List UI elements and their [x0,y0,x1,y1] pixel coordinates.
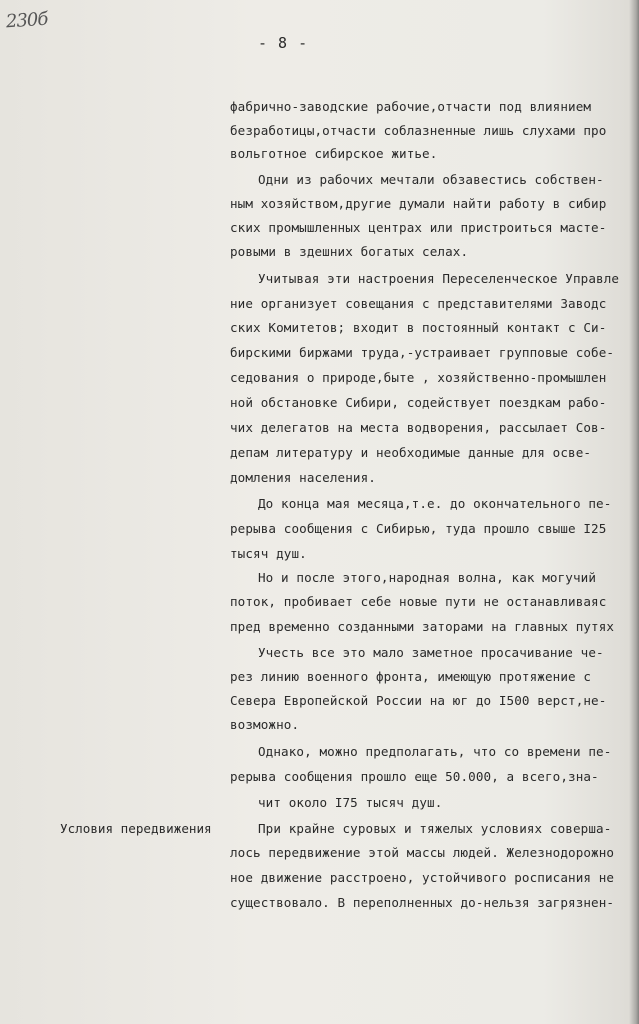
text-line: бирскими биржами труда,-устраивает групповые собе- [230,345,615,360]
text-line: Учесть все это мало заметное просачивание че- [258,645,604,660]
text-line: существовало. В переполненных до-нельзя загрязнен- [230,895,615,910]
margin-heading: Условия передвижения [60,821,212,836]
text-line: Севера Европейской России на юг до I500 верст,не- [230,693,607,708]
text-line: Однако, можно предполагать, что со времени пе- [258,744,612,759]
text-line: ских промышленных центрах или пристроиться масте- [230,220,607,235]
text-line: До конца мая месяца,т.е. до окончательного пе- [258,496,612,511]
text-line: рерыва сообщения с Сибирью, туда прошло свыше I25 [230,521,607,536]
text-line: ной обстановке Сибири, содействует поездкам рабо- [230,395,607,410]
text-line: вольготное сибирское житье. [230,146,438,161]
text-line: тысяч душ. [230,546,307,561]
text-line: ровыми в здешних богатых селах. [230,244,469,259]
text-line: Но и после этого,народная волна, как могучий [258,570,597,585]
text-line: чих делегатов на места водворения, рассылает Сов- [230,420,607,435]
text-line: седования о природе,быте , хозяйственно-промышлен [230,370,607,385]
text-line: ских Комитетов; входит в постоянный контакт с Си- [230,320,607,335]
text-line: лось передвижение этой массы людей. Железнодорожно [230,845,615,860]
text-line: ное движение расстроено, устойчивого росписания не [230,870,615,885]
text-line: Учитывая эти настроения Переселенческое Управле [258,271,620,286]
text-line: депам литературу и необходимые данные для осве- [230,445,592,460]
text-line: При крайне суровых и тяжелых условиях соверша- [258,821,612,836]
text-line: Одни из рабочих мечтали обзавестись собствен- [258,172,604,187]
page-number: - 8 - [258,34,309,52]
text-line: фабрично-заводские рабочие,отчасти под влиянием [230,99,592,114]
text-line: возможно. [230,717,300,732]
text-line: ние организует совещания с представителями Заводс [230,296,607,311]
text-line: поток, пробивает себе новые пути не останавливаяс [230,594,607,609]
text-line: пред временно созданными заторами на главных путях [230,619,615,634]
page-edge-shadow [629,0,639,1024]
text-line: рез линию военного фронта, имеющую протяжение с [230,669,592,684]
text-line: рерыва сообщения прошло еще 50.000, а всего,зна- [230,769,599,784]
text-line: чит около I75 тысяч душ. [258,795,443,810]
text-line: домления населения. [230,470,376,485]
text-line: ным хозяйством,другие думали найти работу в сибир [230,196,607,211]
text-line: безработицы,отчасти соблазненные лишь слухами про [230,123,607,138]
handwritten-page-note: 230б [5,8,49,33]
